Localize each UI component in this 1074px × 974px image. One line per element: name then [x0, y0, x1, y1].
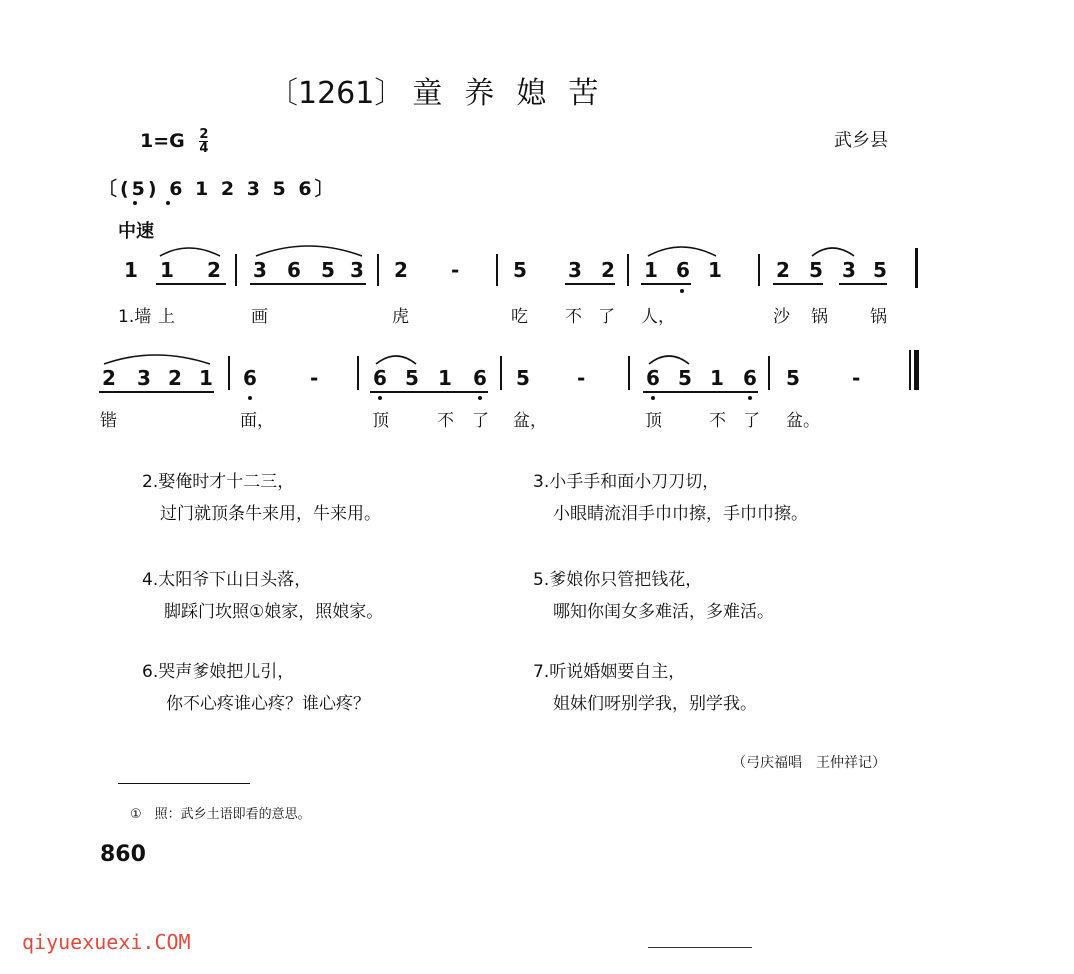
footnote: ① 照：武乡土语即看的意思。 [130, 807, 311, 822]
note: 3 [253, 258, 267, 282]
note: 3 [350, 258, 364, 282]
song-name: 童养媳苦 [412, 76, 621, 111]
note: 3 [842, 258, 856, 282]
note: 6 [473, 366, 487, 390]
lyric: 了 [472, 411, 489, 431]
time-bottom: 4 [199, 141, 209, 156]
note: 5 [513, 258, 527, 282]
lyric: 上 [158, 307, 175, 327]
lyric: 沙 [773, 307, 790, 327]
note: 2 [102, 366, 116, 390]
tempo-marking: 中速 [118, 221, 154, 242]
verse-line: 哪知你闺女多难活，多难活。 [553, 602, 774, 622]
note: 1 [710, 366, 724, 390]
lyric: 了 [743, 411, 760, 431]
note: 2 [601, 258, 615, 282]
note: 5 [678, 366, 692, 390]
lyric: 画 [251, 307, 268, 327]
note: - [852, 366, 861, 390]
note: 1 [160, 258, 174, 282]
lyric: 不 [437, 411, 454, 431]
note: 2 [207, 258, 221, 282]
lyric: 虎 [392, 307, 409, 327]
note: 6 [646, 366, 660, 390]
lyric: 锅 [811, 307, 828, 327]
credit-line: （弓庆福唱 王仲祥记） [732, 755, 886, 771]
bottom-rule [648, 947, 752, 948]
note: 5 [809, 258, 823, 282]
verse-2 [142, 466, 381, 530]
note: 1 [708, 258, 722, 282]
verse-line: 过门就顶条牛来用，牛来用。 [160, 504, 381, 524]
verse-line: 你不心疼谁心疼？谁心疼？ [166, 694, 370, 714]
verse-line: 脚踩门坎照①娘家，照娘家。 [164, 602, 384, 622]
key-tonic: 1=G [140, 130, 185, 152]
note: 6 [243, 366, 257, 390]
verse-line: 3.小手手和面小刀刀切， [533, 472, 720, 492]
lyric: 锅 [870, 307, 887, 327]
song-number: 〔1261〕 [268, 76, 405, 111]
watermark-link[interactable]: qiyuexuexi.COM [22, 930, 191, 954]
lyric: 人， [641, 307, 675, 327]
note: 5 [873, 258, 887, 282]
note: 1 [438, 366, 452, 390]
county-label: 武乡县 [834, 130, 888, 151]
note: 3 [568, 258, 582, 282]
note: 2 [394, 258, 408, 282]
lyric: 面， [240, 411, 274, 431]
note: 6 [373, 366, 387, 390]
verse-line: 4.太阳爷下山日头落， [142, 570, 312, 590]
note: 1 [644, 258, 658, 282]
verse-line: 姐妹们呀别学我，别学我。 [553, 694, 757, 714]
verse-line: 小眼睛流泪手巾巾擦，手巾巾擦。 [553, 504, 808, 524]
lyric: 1.墙 [118, 307, 152, 327]
note: 5 [405, 366, 419, 390]
note: 6 [743, 366, 757, 390]
lyric: 盆， [513, 411, 547, 431]
note: 2 [168, 366, 182, 390]
verse-5 [533, 564, 774, 628]
footnote-divider [118, 783, 250, 784]
lyric: 了 [598, 307, 615, 327]
verse-line: 7.听说婚姻要自主， [533, 662, 686, 682]
verse-line: 5.爹娘你只管把钱花， [533, 570, 703, 590]
note: 5 [786, 366, 800, 390]
verse-4 [142, 564, 383, 628]
verse-3 [533, 466, 808, 530]
page-number: 860 [100, 842, 146, 867]
lyric: 顶 [372, 411, 389, 431]
note: - [310, 366, 319, 390]
verse-line: 6.哭声爹娘把儿引， [142, 662, 295, 682]
intro-phrase: 〔(5) 6 1 2 3 5 6〕 [98, 178, 337, 200]
note: 1 [124, 258, 138, 282]
verse-6 [142, 656, 370, 720]
note: - [577, 366, 586, 390]
time-top: 2 [199, 127, 209, 142]
lyric: 吃 [511, 307, 528, 327]
note: 3 [137, 366, 151, 390]
note: 5 [516, 366, 530, 390]
note: 1 [199, 366, 213, 390]
note: 6 [676, 258, 690, 282]
lyric: 顶 [645, 411, 662, 431]
lyric: 不 [565, 307, 582, 327]
verse-line: 2.娶俺时才十二三， [142, 472, 295, 492]
lyric: 盆。 [786, 411, 820, 431]
verse-7 [533, 656, 757, 720]
lyric: 不 [709, 411, 726, 431]
lyric: 锴 [100, 411, 117, 431]
note: 2 [776, 258, 790, 282]
note: 6 [287, 258, 301, 282]
note: 5 [321, 258, 335, 282]
note: - [451, 258, 460, 282]
